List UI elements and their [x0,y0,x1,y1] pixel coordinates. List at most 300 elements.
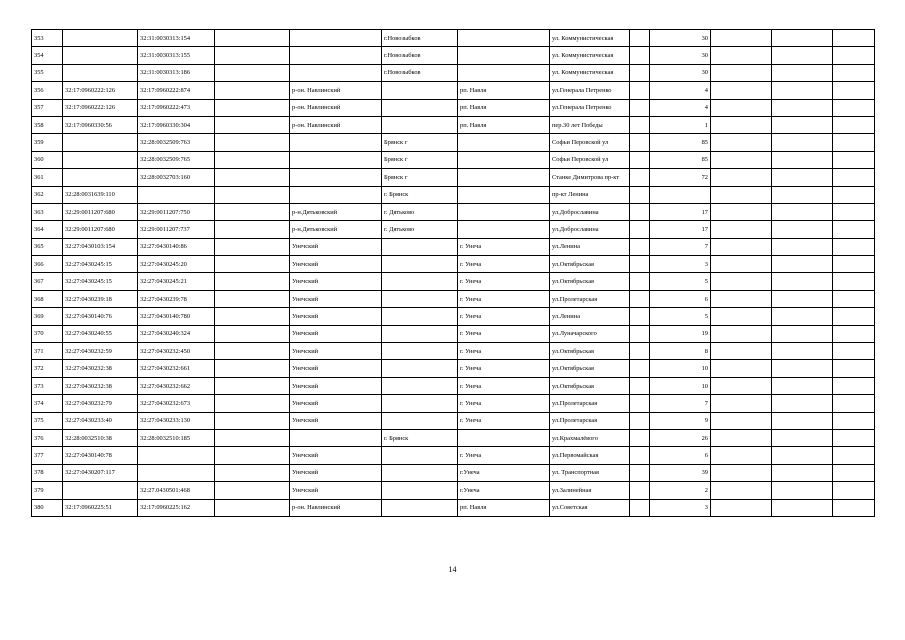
table-cell: 32:27:0430232:38 [63,377,138,394]
table-cell: ул.Октябрьская [550,377,630,394]
table-cell [833,151,875,168]
table-cell: 19 [650,325,711,342]
table-cell [772,99,833,116]
table-cell: 372 [32,360,63,377]
table-cell: ул.Залинейная [550,482,630,499]
table-cell [458,64,550,81]
table-cell: ул.Генерала Петренко [550,82,630,99]
table-cell [772,464,833,481]
table-cell: ул.Ленина [550,308,630,325]
table-cell: 32:28:0032510:185 [138,429,215,446]
table-cell [215,82,290,99]
table-cell [833,273,875,290]
table-cell: г. Унеча [458,308,550,325]
table-cell: г. Брянск [382,429,458,446]
table-cell: пр-кт Ленина [550,186,630,203]
table-cell [382,412,458,429]
table-cell [630,151,650,168]
table-cell [458,30,550,47]
table-cell [711,256,772,273]
table-cell [630,343,650,360]
table-cell [458,169,550,186]
table-cell: пер.30 лет Победы [550,116,630,133]
table-cell: Унечский [290,482,382,499]
table-cell [711,221,772,238]
table-cell: 32:27:0430232:661 [138,360,215,377]
table-cell [772,308,833,325]
table-cell: г. Унеча [458,238,550,255]
table-cell: 380 [32,499,63,516]
table-cell [382,116,458,133]
table-cell [215,169,290,186]
table-cell [215,30,290,47]
table-cell: 371 [32,343,63,360]
table-cell [833,325,875,342]
table-row [32,273,875,290]
table-cell: 374 [32,395,63,412]
table-cell: ул.Октябрьская [550,343,630,360]
table-cell: 32:28:0031639:110 [63,186,138,203]
table-cell: 377 [32,447,63,464]
table-cell [772,256,833,273]
table-cell: ул.Октябрьская [550,273,630,290]
table-cell: Унечский [290,377,382,394]
table-cell [833,30,875,47]
table-cell: 32:27:0430140:78 [63,447,138,464]
table-cell [772,360,833,377]
table-cell: Унечский [290,447,382,464]
table-cell: Брянск г [382,169,458,186]
table-cell: 363 [32,203,63,220]
table-cell: г. Унеча [458,412,550,429]
table-cell [772,273,833,290]
table-cell: Унечский [290,308,382,325]
table-row [32,343,875,360]
table-row [32,308,875,325]
table-cell: г. Унеча [458,343,550,360]
table-cell: ул.Крахмалёвого [550,429,630,446]
table-cell [215,203,290,220]
table-cell [215,464,290,481]
table-cell [711,203,772,220]
table-cell [833,47,875,64]
table-cell [215,377,290,394]
table-cell: ул.Пролетарская [550,395,630,412]
table-cell [290,186,382,203]
table-cell [63,151,138,168]
table-cell: 362 [32,186,63,203]
table-cell [772,64,833,81]
table-cell: 3 [650,256,711,273]
table-cell: г. Унеча [458,256,550,273]
table-row [32,203,875,220]
table-cell: 32:17:0960222:473 [138,99,215,116]
table-cell: 32:27:0430207:117 [63,464,138,481]
table-cell [382,238,458,255]
table-cell [630,360,650,377]
table-cell [833,256,875,273]
table-cell: г. Унеча [458,447,550,464]
table-cell: 32:27:0430245:21 [138,273,215,290]
table-cell: 354 [32,47,63,64]
table-cell: 17 [650,221,711,238]
table-cell: ул.Октябрьская [550,360,630,377]
table-cell [711,134,772,151]
table-cell [772,343,833,360]
table-row [32,482,875,499]
table-cell: 364 [32,221,63,238]
table-row [32,169,875,186]
table-cell [630,412,650,429]
table-cell [290,47,382,64]
table-cell: 30 [650,30,711,47]
table-cell: 358 [32,116,63,133]
table-cell: Брянск г [382,151,458,168]
table-cell: 32:27:0430232:450 [138,343,215,360]
table-row [32,151,875,168]
table-row [32,499,875,516]
table-row [32,447,875,464]
table-cell: 7 [650,238,711,255]
table-cell [382,499,458,516]
table-cell [833,186,875,203]
table-cell: 32:29:0011207:680 [63,221,138,238]
table-row [32,47,875,64]
table-cell [711,377,772,394]
table-cell: Унечский [290,273,382,290]
table-cell [138,464,215,481]
table-cell: 30 [650,64,711,81]
table-cell: 32:27:0430232:59 [63,343,138,360]
table-cell: 39 [650,464,711,481]
table-cell [711,47,772,64]
table-cell: 366 [32,256,63,273]
table-cell: 32:31:0030313:154 [138,30,215,47]
table-cell [215,447,290,464]
table-cell [630,203,650,220]
table-row [32,377,875,394]
table-cell: рп. Навля [458,82,550,99]
table-cell: 32:27:0430239:18 [63,290,138,307]
table-cell [63,169,138,186]
table-cell [711,273,772,290]
table-cell: 32:28:0032509:765 [138,151,215,168]
table-cell: 7 [650,395,711,412]
table-cell [458,203,550,220]
table-cell: 361 [32,169,63,186]
table-cell: 5 [650,273,711,290]
table-cell [772,447,833,464]
table-cell [833,395,875,412]
table-cell: ул.Доброславина [550,221,630,238]
table-cell [630,116,650,133]
table-cell: Брянск г [382,134,458,151]
table-cell [458,429,550,446]
table-cell [772,47,833,64]
table-cell: ул.Октябрьская [550,256,630,273]
table-cell [833,360,875,377]
table-cell [630,429,650,446]
table-cell [290,64,382,81]
table-cell [290,30,382,47]
table-cell: 32:27:0430140:86 [138,238,215,255]
table-cell [833,499,875,516]
table-cell: 32:17:0960222:126 [63,82,138,99]
table-cell [458,151,550,168]
table-cell [772,325,833,342]
table-cell [382,308,458,325]
table-row [32,64,875,81]
table-cell: ул.Первомайская [550,447,630,464]
table-cell: ул. Коммунистическая [550,30,630,47]
table-cell: Унечский [290,238,382,255]
table-row [32,360,875,377]
table-cell [382,325,458,342]
table-cell: ул.Пролетарская [550,412,630,429]
table-cell: 9 [650,412,711,429]
table-cell [711,169,772,186]
table-cell: 32:27:0430140:76 [63,308,138,325]
table-cell: 30 [650,47,711,64]
table-cell [711,447,772,464]
table-row [32,30,875,47]
table-cell [458,134,550,151]
table-cell [711,308,772,325]
table-cell [772,412,833,429]
table-cell: 32:27:0430232:79 [63,395,138,412]
table-cell [630,377,650,394]
table-row [32,464,875,481]
table-row [32,134,875,151]
table-cell [215,221,290,238]
table-cell: 4 [650,99,711,116]
page-number: 14 [448,565,457,574]
table-cell [630,273,650,290]
table-cell [711,395,772,412]
table-cell [711,429,772,446]
table-cell: г. Унеча [458,290,550,307]
table-cell: г.Унеча [458,482,550,499]
table-cell [772,238,833,255]
table-cell: 32:27:0430233:40 [63,412,138,429]
table-cell [382,482,458,499]
table-cell [630,134,650,151]
table-cell: 32:27:0430240:55 [63,325,138,342]
table-cell [215,308,290,325]
table-cell [630,256,650,273]
table-cell: г.Новозыбков [382,64,458,81]
table-cell: г. Унеча [458,325,550,342]
table-row [32,395,875,412]
table-cell: 85 [650,151,711,168]
table-cell [772,169,833,186]
table-cell: ул. Коммунистическая [550,64,630,81]
table-cell [711,360,772,377]
table-row [32,429,875,446]
table-cell [772,221,833,238]
table-cell: 10 [650,360,711,377]
table-cell: 356 [32,82,63,99]
table-row [32,99,875,116]
table-cell [630,395,650,412]
table-cell [772,429,833,446]
table-cell [833,169,875,186]
table-cell [833,203,875,220]
table-cell [63,134,138,151]
table-cell: 375 [32,412,63,429]
table-cell [833,343,875,360]
table-cell [833,412,875,429]
table-cell: 32:27:0430232:673 [138,395,215,412]
table-cell: ул.Пролетарская [550,290,630,307]
table-cell [772,395,833,412]
table-cell [63,30,138,47]
table-cell: р-он. Навлинский [290,499,382,516]
table-cell [630,186,650,203]
table-cell [711,99,772,116]
table-cell: 369 [32,308,63,325]
table-cell [382,290,458,307]
table-cell: ул.Генерала Петренко [550,99,630,116]
table-cell: 32:28:0032509:763 [138,134,215,151]
table-cell: 378 [32,464,63,481]
table-cell: Софьи Перовской ул [550,134,630,151]
table-row [32,82,875,99]
table-cell [630,64,650,81]
table-cell: 32:27:0430245:15 [63,273,138,290]
table-cell [382,447,458,464]
table-cell: Унечский [290,256,382,273]
table-cell [833,82,875,99]
table-cell: г. Унеча [458,273,550,290]
table-cell: Станке Димитрова пр-кт [550,169,630,186]
table-cell: ул. Коммунистическая [550,47,630,64]
table-cell [833,238,875,255]
table-cell: 32:27:0430245:20 [138,256,215,273]
table-cell: Унечский [290,412,382,429]
table-cell [630,82,650,99]
table-cell: 32:31:0030313:186 [138,64,215,81]
table-cell: 32:17:0960222:126 [63,99,138,116]
table-cell: 32:27:0430140:780 [138,308,215,325]
table-cell: 32:27:0430233:130 [138,412,215,429]
table-cell: Унечский [290,464,382,481]
table-cell: 376 [32,429,63,446]
table-cell [630,447,650,464]
table-row [32,186,875,203]
table-cell [215,186,290,203]
table-cell [290,134,382,151]
table-cell: Софьи Перовской ул [550,151,630,168]
table-cell [290,151,382,168]
table-cell [833,429,875,446]
table-cell: 17 [650,203,711,220]
table-cell: рп. Навля [458,116,550,133]
table-cell: г. Дятьково [382,203,458,220]
table-cell: г.Новозыбков [382,47,458,64]
table-cell [650,186,711,203]
table-cell: Унечский [290,290,382,307]
table-row [32,290,875,307]
table-cell: р-н.Дятьковский [290,203,382,220]
table-cell [772,377,833,394]
table-cell: 32:29:0011207:737 [138,221,215,238]
table-cell: 3 [650,499,711,516]
table-cell [833,377,875,394]
table-cell: 85 [650,134,711,151]
table-cell: р-н.Дятьковский [290,221,382,238]
table-cell [630,499,650,516]
table-cell: ул. Транспортная [550,464,630,481]
table-cell: 367 [32,273,63,290]
table-cell [215,273,290,290]
table-cell [630,290,650,307]
table-cell: 32:29:0011207:750 [138,203,215,220]
table-cell [833,464,875,481]
table-cell [290,169,382,186]
table-cell [215,134,290,151]
table-cell [772,290,833,307]
table-cell [382,273,458,290]
table-cell [382,464,458,481]
table-cell [711,290,772,307]
table-cell [63,482,138,499]
table-cell: р-он. Навлинский [290,99,382,116]
table-cell [215,395,290,412]
table-cell: 379 [32,482,63,499]
table-cell: ул.Ленина [550,238,630,255]
table-row [32,412,875,429]
table-row [32,325,875,342]
table-cell: 32:31:0030313:155 [138,47,215,64]
table-cell: г.Унеча [458,464,550,481]
table-cell [833,134,875,151]
table-cell [630,238,650,255]
table-cell: г. Унеча [458,395,550,412]
table-cell [772,116,833,133]
table-cell [711,343,772,360]
table-cell [458,186,550,203]
table-body [32,30,875,517]
table-cell [215,238,290,255]
table-cell: Унечский [290,360,382,377]
table-cell [63,47,138,64]
table-cell [711,82,772,99]
table-cell [458,221,550,238]
table-cell: 32:27:0430103:154 [63,238,138,255]
table-cell [711,499,772,516]
table-cell: 32:27:0430239:78 [138,290,215,307]
table-cell [138,186,215,203]
table-cell: 32:17:0960330:56 [63,116,138,133]
table-cell: ул.Советская [550,499,630,516]
table-cell [772,134,833,151]
table-cell: 357 [32,99,63,116]
table-cell [833,308,875,325]
table-cell [382,256,458,273]
table-cell [215,429,290,446]
table-cell [711,412,772,429]
table-cell [215,499,290,516]
table-cell: 4 [650,82,711,99]
table-cell [833,221,875,238]
table-cell [833,116,875,133]
table-cell [630,30,650,47]
table-cell [630,482,650,499]
registry-table [31,29,875,517]
table-cell [711,64,772,81]
table-cell [215,290,290,307]
